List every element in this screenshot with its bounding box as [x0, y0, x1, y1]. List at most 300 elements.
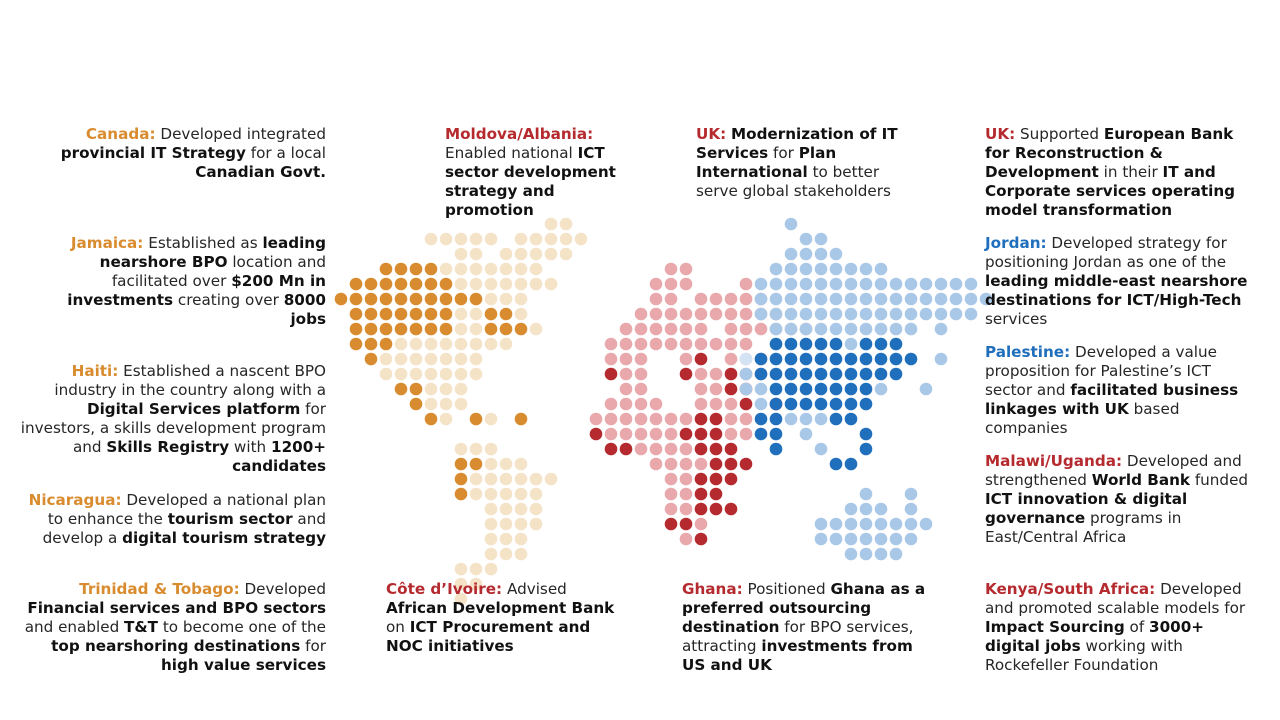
map-dot — [725, 503, 738, 516]
uk1-span-3: Services — [696, 144, 769, 162]
palestine-text — [985, 343, 1260, 438]
map-dot — [485, 488, 498, 501]
map-dot — [935, 308, 948, 321]
map-dot — [710, 383, 723, 396]
map-dot — [755, 293, 768, 306]
map-dot — [485, 458, 498, 471]
map-dot — [365, 308, 378, 321]
map-dot — [695, 488, 708, 501]
map-dot — [770, 368, 783, 381]
map-dot — [875, 383, 888, 396]
map-dot — [620, 323, 633, 336]
map-dot — [785, 293, 798, 306]
map-dot — [695, 473, 708, 486]
map-dot — [395, 308, 408, 321]
trinidad-span-1: Financial services and BPO sectors — [27, 599, 326, 617]
map-dot — [410, 368, 423, 381]
map-dot — [455, 278, 468, 291]
map-dot — [755, 413, 768, 426]
map-dot — [455, 458, 468, 471]
map-dot — [740, 428, 753, 441]
map-dot — [695, 338, 708, 351]
map-dot — [425, 278, 438, 291]
map-dot — [845, 353, 858, 366]
map-dot — [770, 443, 783, 456]
kenya-span-4: working with Rockefeller Foundation — [985, 637, 1183, 674]
map-dot — [455, 563, 468, 576]
map-dot — [410, 338, 423, 351]
kenya-heading: Kenya/South Africa: — [985, 580, 1156, 598]
map-dot — [680, 308, 693, 321]
map-dot — [800, 248, 813, 261]
map-dot — [890, 353, 903, 366]
map-dot — [680, 338, 693, 351]
map-dot — [425, 308, 438, 321]
map-dot — [470, 353, 483, 366]
malawi-span-1: World Bank — [1091, 471, 1190, 489]
map-dot — [455, 338, 468, 351]
map-dot — [380, 368, 393, 381]
map-dot — [905, 278, 918, 291]
map-dot — [425, 368, 438, 381]
map-dot — [635, 368, 648, 381]
map-dot — [530, 278, 543, 291]
uk1-span-6: to better serve global stakeholders — [696, 163, 891, 200]
map-dot — [830, 308, 843, 321]
jamaica-heading: Jamaica: — [70, 234, 144, 252]
map-dot — [650, 278, 663, 291]
map-dot — [905, 323, 918, 336]
map-dot — [440, 278, 453, 291]
jordan-text — [985, 234, 1253, 329]
map-dot — [755, 428, 768, 441]
uk2-span-3: IT and Corporate services operating model transformation — [985, 163, 1236, 219]
map-dot — [845, 533, 858, 546]
map-dot — [485, 338, 498, 351]
map-dot — [395, 368, 408, 381]
map-dot — [935, 278, 948, 291]
map-dot — [725, 293, 738, 306]
map-dot — [830, 383, 843, 396]
map-dot — [830, 518, 843, 531]
cote-span-3: ICT Procurement and NOC initiatives — [386, 618, 591, 655]
map-dot — [665, 323, 678, 336]
map-dot — [470, 233, 483, 246]
map-dot — [815, 518, 828, 531]
map-dot — [455, 398, 468, 411]
map-dot — [440, 323, 453, 336]
map-dot — [365, 338, 378, 351]
map-dot — [785, 308, 798, 321]
map-dot — [710, 503, 723, 516]
map-dot — [650, 293, 663, 306]
map-dot — [695, 518, 708, 531]
map-dot — [695, 383, 708, 396]
map-dot — [695, 443, 708, 456]
map-dot — [650, 323, 663, 336]
map-dot — [470, 263, 483, 276]
nicaragua-span-2: and develop a — [42, 510, 326, 547]
map-dot — [800, 338, 813, 351]
map-dot — [770, 278, 783, 291]
map-dot — [710, 398, 723, 411]
map-dot — [725, 308, 738, 321]
map-dot — [650, 428, 663, 441]
map-dot — [470, 473, 483, 486]
nicaragua-span-3: digital tourism strategy — [122, 529, 326, 547]
malawi-span-0: Developed and strengthened — [985, 452, 1242, 489]
map-dot — [800, 428, 813, 441]
map-dot — [845, 338, 858, 351]
map-dot — [665, 443, 678, 456]
map-dot — [845, 548, 858, 561]
map-dot — [875, 338, 888, 351]
malawi-span-3: ICT innovation & digital governance — [985, 490, 1188, 527]
map-dot — [515, 488, 528, 501]
map-dot — [800, 398, 813, 411]
map-dot — [845, 518, 858, 531]
map-dot — [770, 293, 783, 306]
map-dot — [710, 368, 723, 381]
uk-ebrd-text — [985, 125, 1253, 220]
map-dot — [815, 293, 828, 306]
map-dot — [410, 353, 423, 366]
map-dot — [725, 338, 738, 351]
map-dot — [800, 383, 813, 396]
map-dot — [455, 368, 468, 381]
malawi-span-4: programs in East/Central Africa — [985, 509, 1182, 546]
trinidad-heading: Trinidad & Tobago: — [79, 580, 240, 598]
map-dot — [530, 488, 543, 501]
map-dot — [830, 368, 843, 381]
map-dot — [560, 233, 573, 246]
map-dot — [695, 428, 708, 441]
jordan-span-2: services — [985, 310, 1048, 328]
map-dot — [635, 443, 648, 456]
map-dot — [845, 398, 858, 411]
map-dot — [500, 293, 513, 306]
map-dot — [380, 263, 393, 276]
map-dot — [500, 503, 513, 516]
map-dot — [815, 308, 828, 321]
map-dot — [965, 278, 978, 291]
map-dot — [365, 293, 378, 306]
map-dot — [530, 233, 543, 246]
map-dot — [620, 383, 633, 396]
kenya-south-africa-text — [985, 580, 1260, 675]
map-dot — [545, 473, 558, 486]
map-dot — [425, 233, 438, 246]
map-dot — [860, 353, 873, 366]
map-dot — [470, 443, 483, 456]
kenya-span-3: 3000+ digital jobs — [985, 618, 1205, 655]
map-dot — [905, 488, 918, 501]
uk1-span-1: Modernization of IT — [731, 125, 898, 143]
map-dot — [650, 338, 663, 351]
map-dot — [740, 383, 753, 396]
map-dot — [485, 563, 498, 576]
map-dot — [455, 323, 468, 336]
map-dot — [710, 308, 723, 321]
map-dot — [455, 248, 468, 261]
map-dot — [380, 338, 393, 351]
map-dot — [515, 518, 528, 531]
jamaica-span-4: creating over — [173, 291, 284, 309]
map-dot — [890, 368, 903, 381]
map-dot — [455, 473, 468, 486]
nicaragua-span-0: Developed a national plan to enhance the — [47, 491, 326, 528]
map-dot — [605, 398, 618, 411]
map-dot — [845, 263, 858, 276]
map-dot — [485, 533, 498, 546]
map-dot — [470, 308, 483, 321]
trinidad-span-3: T&T — [124, 618, 159, 636]
map-dot — [485, 518, 498, 531]
map-dot — [725, 398, 738, 411]
palestine-span-0: Developed a value proposition for Palestine’s ICT sector and — [985, 343, 1217, 399]
kenya-span-1: Impact Sourcing — [985, 618, 1125, 636]
map-dot — [860, 338, 873, 351]
map-dot — [425, 323, 438, 336]
cote-divoire-text — [386, 580, 631, 656]
map-dot — [905, 533, 918, 546]
map-dot — [950, 293, 963, 306]
map-dot — [395, 353, 408, 366]
map-dot — [620, 398, 633, 411]
map-dot — [875, 533, 888, 546]
haiti-span-4: with — [229, 438, 271, 456]
map-dot — [950, 308, 963, 321]
map-dot — [515, 548, 528, 561]
map-dot — [935, 293, 948, 306]
map-dot — [365, 278, 378, 291]
map-dot — [875, 353, 888, 366]
map-dot — [785, 263, 798, 276]
map-dot — [800, 323, 813, 336]
map-dot — [605, 443, 618, 456]
map-dot — [740, 278, 753, 291]
map-dot — [665, 338, 678, 351]
map-dot — [965, 308, 978, 321]
map-dot — [605, 338, 618, 351]
map-dot — [905, 518, 918, 531]
map-dot — [680, 473, 693, 486]
map-dot — [545, 233, 558, 246]
map-dot — [815, 398, 828, 411]
map-dot — [425, 338, 438, 351]
map-dot — [800, 293, 813, 306]
map-dot — [845, 278, 858, 291]
map-dot — [455, 263, 468, 276]
map-dot — [815, 368, 828, 381]
map-dot — [695, 293, 708, 306]
map-dot — [920, 308, 933, 321]
uk2-span-0: Supported — [1015, 125, 1104, 143]
map-dot — [710, 338, 723, 351]
map-dot — [440, 263, 453, 276]
map-dot — [680, 368, 693, 381]
map-dot — [485, 473, 498, 486]
trinidad-span-7: high value services — [160, 656, 326, 674]
map-dot — [650, 308, 663, 321]
map-dot — [665, 413, 678, 426]
map-dot — [770, 353, 783, 366]
map-dot — [710, 443, 723, 456]
moldova-span-1: ICT sector development strategy and promotion — [445, 144, 616, 219]
map-dot — [410, 398, 423, 411]
nicaragua-heading: Nicaragua: — [28, 491, 122, 509]
map-dot — [815, 338, 828, 351]
map-dot — [515, 503, 528, 516]
map-dot — [500, 458, 513, 471]
map-dot — [920, 383, 933, 396]
map-dot — [620, 338, 633, 351]
map-dot — [815, 413, 828, 426]
map-dot — [860, 323, 873, 336]
map-dot — [650, 443, 663, 456]
ghana-span-1: Ghana as a preferred outsourcing destination — [682, 580, 926, 636]
map-dot — [755, 308, 768, 321]
map-dot — [440, 398, 453, 411]
map-dot — [785, 383, 798, 396]
map-dot — [680, 488, 693, 501]
map-dot — [725, 458, 738, 471]
map-dot — [710, 293, 723, 306]
uk2-span-2: in their — [1098, 163, 1163, 181]
cote-span-1: African Development Bank — [386, 599, 615, 617]
map-dot — [755, 398, 768, 411]
map-dot — [725, 473, 738, 486]
moldova-span-0: Enabled national — [445, 144, 578, 162]
map-dot — [485, 293, 498, 306]
map-dot — [770, 428, 783, 441]
map-dot — [725, 353, 738, 366]
map-dot — [500, 263, 513, 276]
map-dot — [770, 398, 783, 411]
map-dot — [860, 308, 873, 321]
map-dot — [515, 308, 528, 321]
jordan-span-1: leading middle-east nearshore destinations for ICT/High-Tech — [985, 272, 1248, 309]
map-dot — [500, 338, 513, 351]
map-dot — [470, 413, 483, 426]
map-dot — [695, 368, 708, 381]
map-dot — [830, 323, 843, 336]
map-dot — [860, 383, 873, 396]
map-dot — [965, 293, 978, 306]
trinidad-text — [20, 580, 326, 675]
haiti-heading: Haiti: — [71, 362, 119, 380]
map-dot — [515, 323, 528, 336]
palestine-span-1: facilitated business linkages with UK — [985, 381, 1239, 418]
map-dot — [665, 308, 678, 321]
map-dot — [515, 263, 528, 276]
map-dot — [500, 533, 513, 546]
map-dot — [500, 308, 513, 321]
map-dot — [875, 518, 888, 531]
uk-plan-text — [696, 125, 906, 201]
map-dot — [845, 368, 858, 381]
haiti-span-0: Established a nascent BPO industry in the country along with a — [54, 362, 326, 399]
map-dot — [665, 458, 678, 471]
map-dot — [590, 428, 603, 441]
map-dot — [710, 458, 723, 471]
map-dot — [440, 353, 453, 366]
map-dot — [845, 293, 858, 306]
map-dot — [485, 443, 498, 456]
jamaica-text — [60, 234, 326, 329]
map-dot — [845, 308, 858, 321]
map-dot — [455, 353, 468, 366]
map-dot — [485, 503, 498, 516]
canada-span-3: Canadian Govt. — [195, 163, 326, 181]
jamaica-span-2: location and facilitated over — [111, 253, 326, 290]
map-dot — [800, 278, 813, 291]
map-dot — [905, 503, 918, 516]
canada-span-0: Developed integrated — [155, 125, 326, 143]
map-dot — [470, 278, 483, 291]
map-dot — [875, 503, 888, 516]
map-dot — [800, 353, 813, 366]
map-dot — [905, 308, 918, 321]
map-dot — [545, 278, 558, 291]
map-dot — [740, 398, 753, 411]
map-dot — [890, 323, 903, 336]
map-dot — [815, 353, 828, 366]
map-dot — [485, 263, 498, 276]
map-dot — [455, 233, 468, 246]
uk1-heading: UK: — [696, 125, 727, 143]
map-dot — [500, 473, 513, 486]
map-dot — [785, 278, 798, 291]
canada-text — [60, 125, 326, 182]
map-dot — [650, 398, 663, 411]
canada-heading: Canada: — [85, 125, 156, 143]
map-dot — [530, 263, 543, 276]
map-dot — [500, 548, 513, 561]
map-dot — [845, 413, 858, 426]
map-dot — [815, 278, 828, 291]
map-dot — [635, 338, 648, 351]
map-dot — [740, 338, 753, 351]
jamaica-span-1: leading nearshore BPO — [99, 234, 326, 271]
map-dot — [680, 278, 693, 291]
map-dot — [755, 368, 768, 381]
map-dot — [530, 248, 543, 261]
map-dot — [380, 308, 393, 321]
map-dot — [770, 338, 783, 351]
map-dot — [875, 308, 888, 321]
map-dot — [770, 263, 783, 276]
map-dot — [845, 503, 858, 516]
ghana-span-2: for BPO services, attracting — [682, 618, 914, 655]
map-dot — [455, 443, 468, 456]
nicaragua-span-1: tourism sector — [167, 510, 293, 528]
uk2-span-1: European Bank for Reconstruction & Development — [985, 125, 1234, 181]
map-dot — [890, 533, 903, 546]
map-dot — [680, 458, 693, 471]
map-dot — [515, 458, 528, 471]
map-dot — [485, 308, 498, 321]
map-dot — [515, 233, 528, 246]
map-dot — [515, 413, 528, 426]
map-dot — [605, 413, 618, 426]
map-dot — [800, 263, 813, 276]
nicaragua-text — [15, 491, 326, 548]
moldova-text — [445, 125, 635, 220]
map-dot — [455, 488, 468, 501]
map-dot — [710, 428, 723, 441]
map-dot — [605, 353, 618, 366]
